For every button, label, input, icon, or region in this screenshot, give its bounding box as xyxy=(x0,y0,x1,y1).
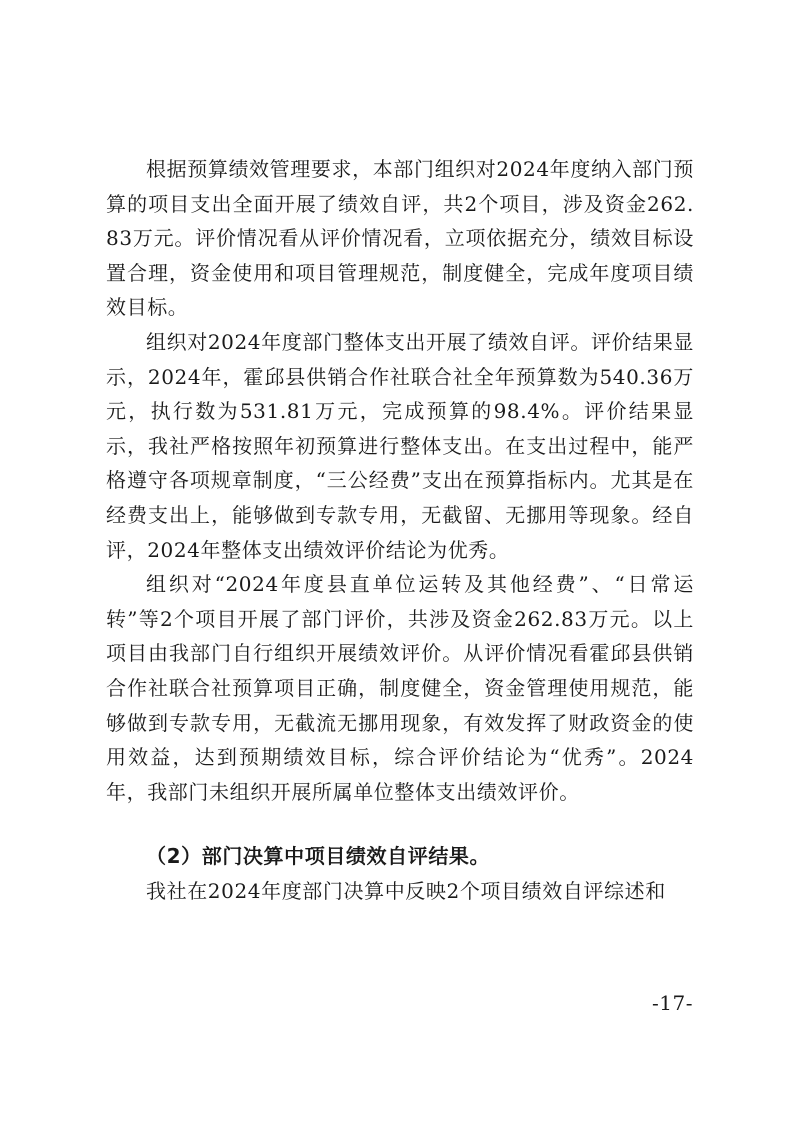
paragraph-overall-expenditure-evaluation: 组织对2024年度部门整体支出开展了绩效自评。评价结果显示，2024年，霍邱县供销合作社联合社全年预算数为540.36万元，执行数为531.81万元，完成预算的98.4%。评价结果显示，我社严格按照年初预算进行整体支出。在支出过程中，能严格遵守各项规章制度，“三公经费”支出在预算指标内。尤其是在经费支出上，能够做到专款专用，无截留、无挪用等现象。经自评，2024年整体支出绩效评价结论为优秀。 xyxy=(106,329,694,562)
paragraph-project-self-evaluation: 根据预算绩效管理要求，本部门组织对2024年度纳入部门预算的项目支出全面开展了绩效自评，共2个项目，涉及资金262.83万元。评价情况看从评价情况看，立项依据充分，绩效目标设置合理，资金使用和项目管理规范，制度健全，完成年度项目绩效目标。 xyxy=(106,157,694,320)
page-content xyxy=(106,152,694,908)
page-number: -17- xyxy=(652,991,693,1015)
section-heading: （2）部门决算中项目绩效自评结果。 xyxy=(146,844,491,869)
paragraph-final-account-summary: 我社在2024年度部门决算中反映2个项目绩效自评综述和 xyxy=(146,878,666,903)
paragraph-department-evaluation: 组织对“2024年度县直单位运转及其他经费”、“日常运转”等2个项目开展了部门评价，共涉及资金262.83万元。以上项目由我部门自行组织开展绩效评价。从评价情况看霍邱县供销合作社联合社预算项目正确，制度健全，资金管理使用规范，能够做到专款专用，无截流无挪用现象，有效发挥了财政资金的使用效益，达到预期绩效目标，综合评价结论为“优秀”。2024年，我部门未组织开展所属单位整体支出绩效评价。 xyxy=(106,572,694,804)
